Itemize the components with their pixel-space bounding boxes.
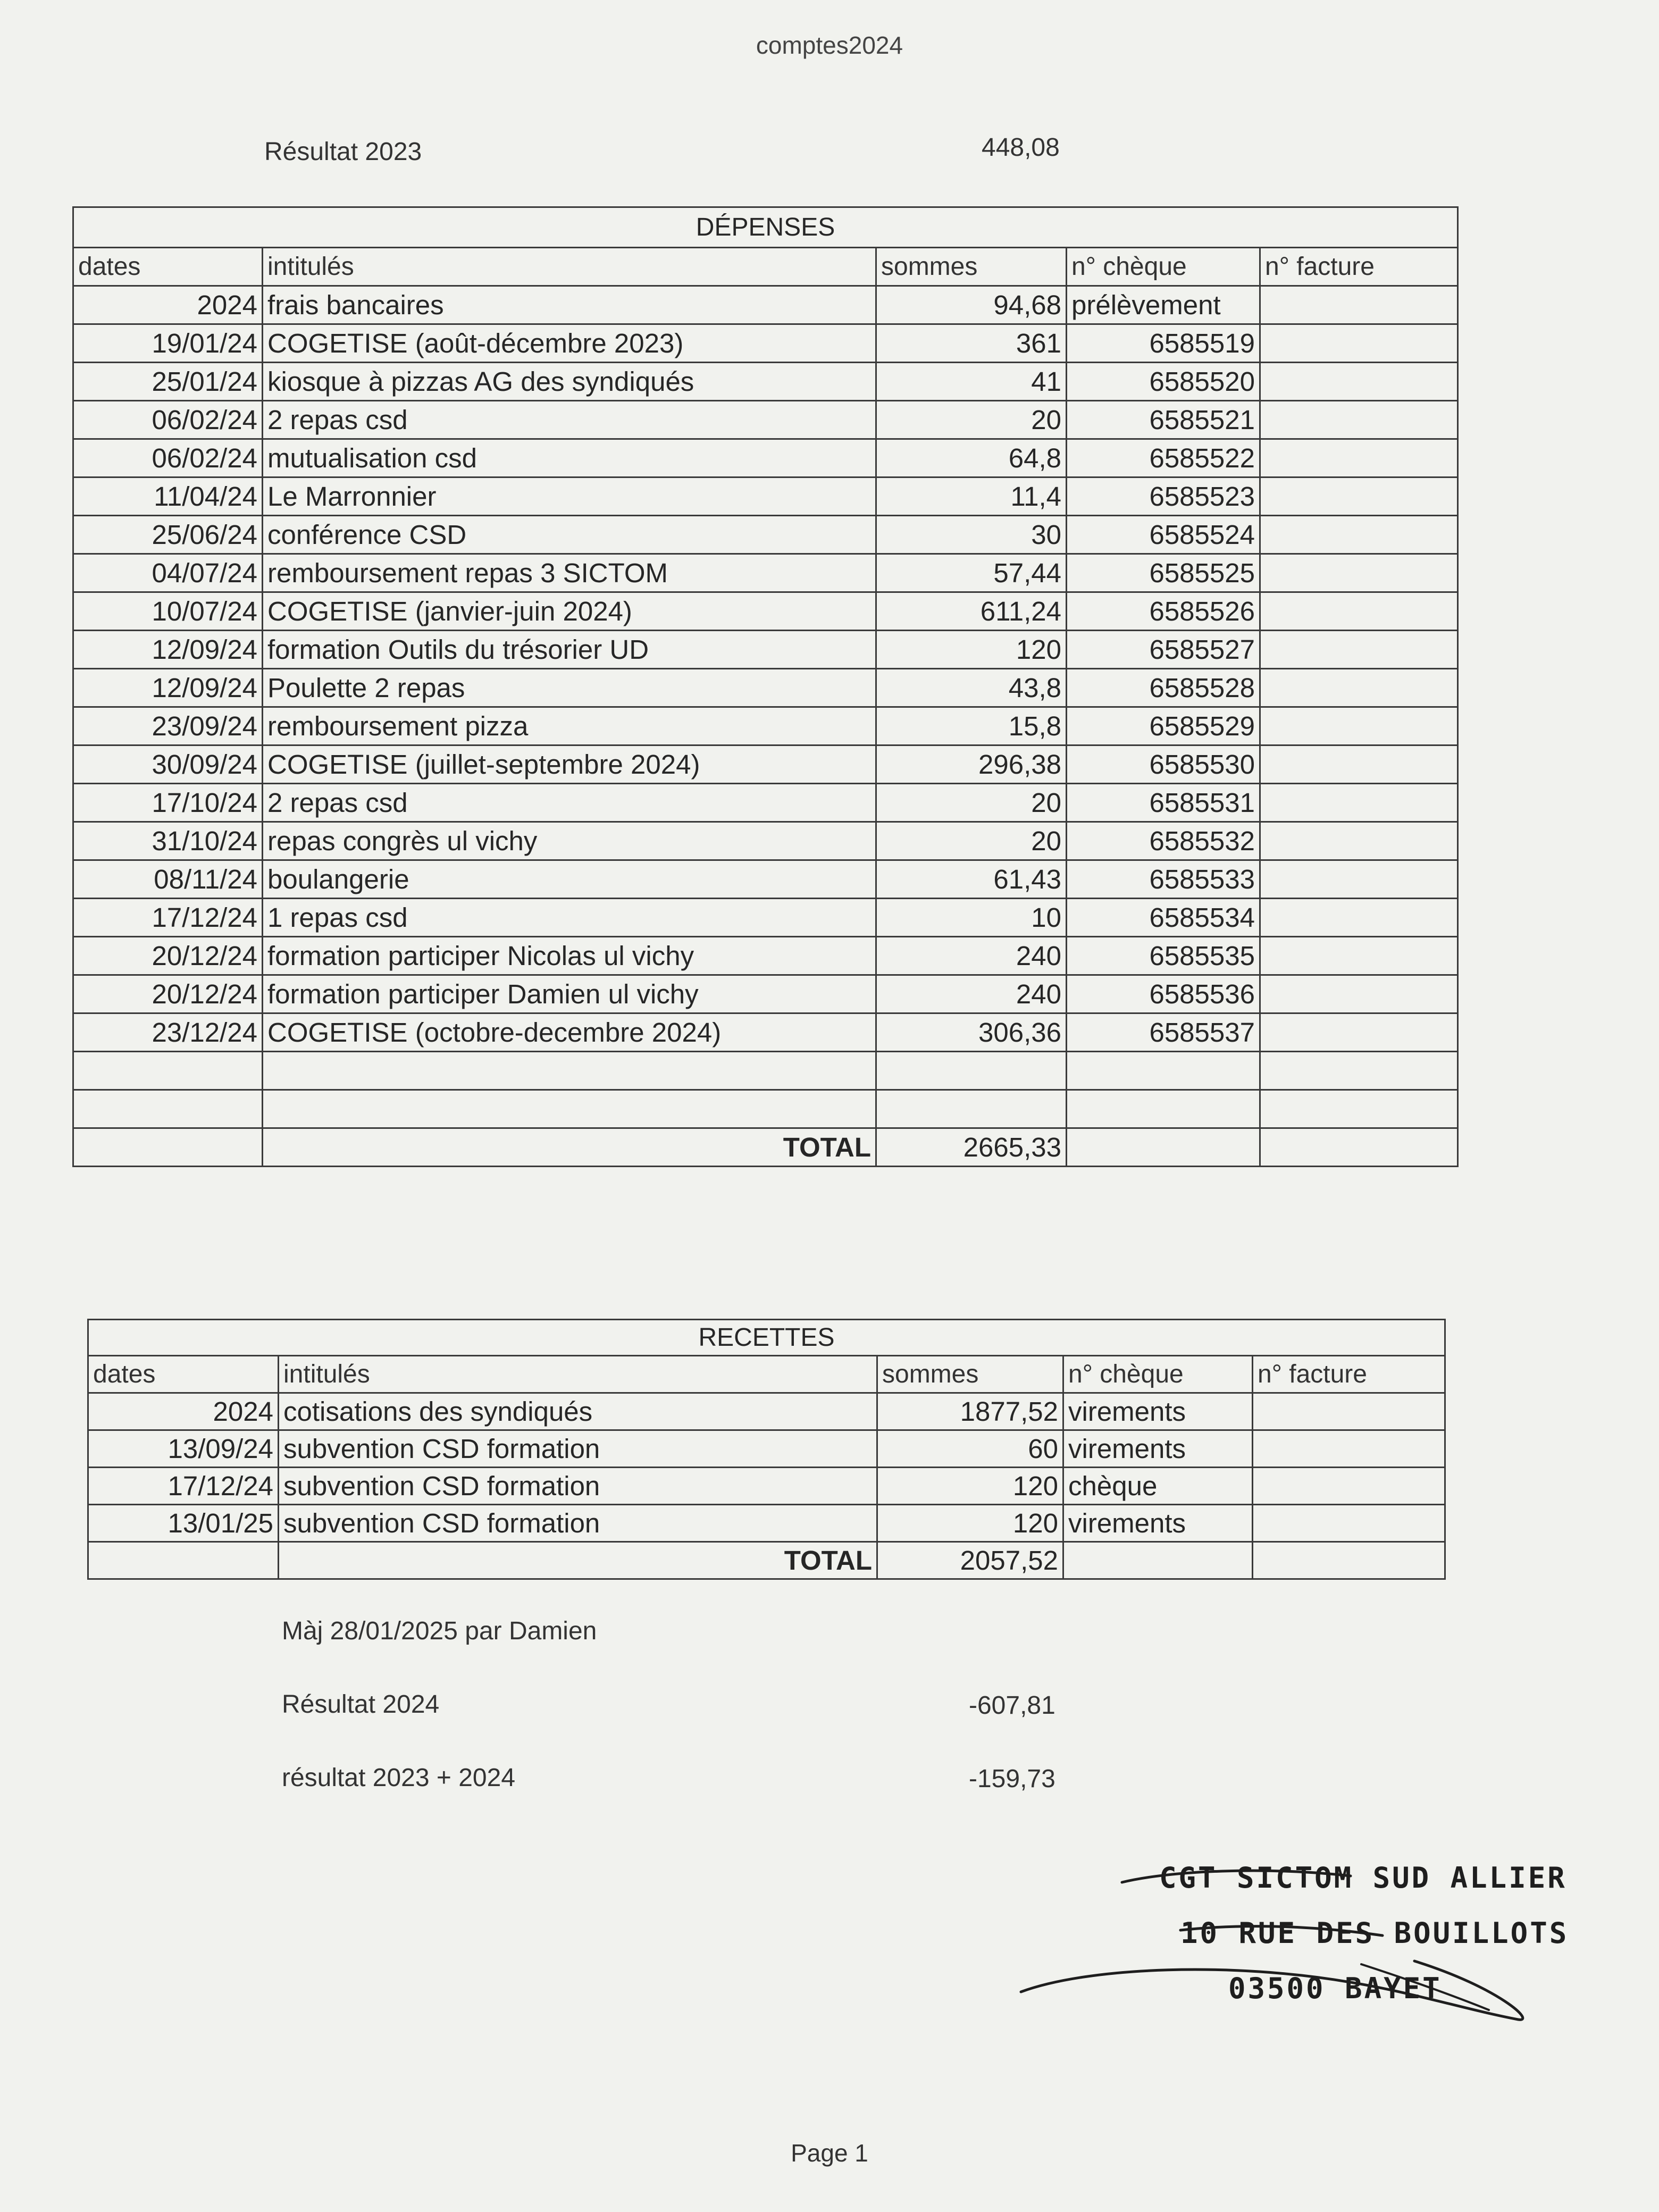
row-date: 25/06/24 xyxy=(73,516,263,554)
table-row xyxy=(73,477,1458,516)
row-amount: 361 xyxy=(876,324,1067,363)
row-label: subvention CSD formation xyxy=(279,1505,877,1542)
row-invoice xyxy=(1260,477,1458,516)
header-facture: n° facture xyxy=(1253,1356,1445,1393)
row-label: Le Marronnier xyxy=(263,477,876,516)
row-amount: 240 xyxy=(876,975,1067,1013)
row-invoice xyxy=(1260,784,1458,822)
stamp-line-1: CGT SICTOM SUD ALLIER xyxy=(1159,1861,1567,1895)
row-label: conférence CSD xyxy=(263,516,876,554)
row-date xyxy=(73,1090,263,1128)
total-empty-cell xyxy=(1063,1542,1253,1579)
row-cheque: 6585535 xyxy=(1067,937,1260,975)
row-invoice xyxy=(1260,669,1458,707)
row-label: mutualisation csd xyxy=(263,439,876,477)
row-cheque: 6585521 xyxy=(1067,401,1260,439)
row-cheque xyxy=(1067,1090,1260,1128)
row-amount: 60 xyxy=(877,1430,1063,1468)
stamp-line-3: 03500 BAYET xyxy=(1228,1972,1442,2005)
row-amount: 41 xyxy=(876,363,1067,401)
table-row xyxy=(73,1013,1458,1052)
table-row xyxy=(73,745,1458,784)
row-invoice xyxy=(1253,1468,1445,1505)
row-label: formation participer Damien ul vichy xyxy=(263,975,876,1013)
row-cheque: 6585526 xyxy=(1067,592,1260,631)
row-amount: 30 xyxy=(876,516,1067,554)
total-empty-cell xyxy=(1067,1128,1260,1167)
row-invoice xyxy=(1260,631,1458,669)
row-date xyxy=(73,1052,263,1090)
row-invoice xyxy=(1253,1505,1445,1542)
row-amount xyxy=(876,1052,1067,1090)
table-row xyxy=(73,707,1458,745)
row-cheque: 6585519 xyxy=(1067,324,1260,363)
union-stamp xyxy=(1010,1850,1569,2031)
header-dates: dates xyxy=(88,1356,279,1393)
page-number: Page 1 xyxy=(791,2139,868,2167)
row-amount: 64,8 xyxy=(876,439,1067,477)
total-row xyxy=(73,1128,1458,1167)
row-invoice xyxy=(1253,1430,1445,1468)
row-label: formation participer Nicolas ul vichy xyxy=(263,937,876,975)
row-invoice xyxy=(1260,937,1458,975)
row-amount: 61,43 xyxy=(876,860,1067,899)
row-date: 2024 xyxy=(88,1393,279,1430)
row-cheque: 6585520 xyxy=(1067,363,1260,401)
row-label: remboursement pizza xyxy=(263,707,876,745)
row-date: 11/04/24 xyxy=(73,477,263,516)
row-cheque: 6585524 xyxy=(1067,516,1260,554)
table-row xyxy=(73,937,1458,975)
row-date: 13/01/25 xyxy=(88,1505,279,1542)
row-label: COGETISE (août-décembre 2023) xyxy=(263,324,876,363)
total-empty-cell xyxy=(73,1128,263,1167)
row-label: remboursement repas 3 SICTOM xyxy=(263,554,876,592)
row-invoice xyxy=(1260,439,1458,477)
row-invoice xyxy=(1260,860,1458,899)
row-amount: 10 xyxy=(876,899,1067,937)
row-amount: 20 xyxy=(876,784,1067,822)
stamp-line-2: 10 RUE DES BOUILLOTS xyxy=(1180,1916,1569,1950)
row-date: 20/12/24 xyxy=(73,937,263,975)
row-cheque: 6585529 xyxy=(1067,707,1260,745)
row-date: 10/07/24 xyxy=(73,592,263,631)
row-date: 23/12/24 xyxy=(73,1013,263,1052)
table-row xyxy=(73,975,1458,1013)
row-date: 23/09/24 xyxy=(73,707,263,745)
row-date: 12/09/24 xyxy=(73,669,263,707)
table-row xyxy=(73,1052,1458,1090)
row-label: 1 repas csd xyxy=(263,899,876,937)
row-amount: 57,44 xyxy=(876,554,1067,592)
row-cheque: 6585531 xyxy=(1067,784,1260,822)
row-amount: 120 xyxy=(877,1505,1063,1542)
row-cheque: 6585525 xyxy=(1067,554,1260,592)
row-invoice xyxy=(1260,1090,1458,1128)
depenses-table xyxy=(72,206,1459,1167)
recettes-total-value: 2057,52 xyxy=(877,1542,1063,1579)
row-invoice xyxy=(1260,363,1458,401)
recettes-title: RECETTES xyxy=(88,1320,1445,1356)
table-row xyxy=(73,439,1458,477)
row-cheque: virements xyxy=(1063,1505,1253,1542)
table-row xyxy=(73,784,1458,822)
row-date: 17/10/24 xyxy=(73,784,263,822)
row-date: 06/02/24 xyxy=(73,401,263,439)
row-date: 08/11/24 xyxy=(73,860,263,899)
row-amount: 296,38 xyxy=(876,745,1067,784)
table-row xyxy=(73,363,1458,401)
table-row xyxy=(88,1468,1445,1505)
row-date: 20/12/24 xyxy=(73,975,263,1013)
row-cheque: 6585534 xyxy=(1067,899,1260,937)
row-cheque: 6585532 xyxy=(1067,822,1260,860)
table-row xyxy=(73,899,1458,937)
row-date: 04/07/24 xyxy=(73,554,263,592)
row-date: 17/12/24 xyxy=(73,899,263,937)
result-2023-value: 448,08 xyxy=(982,133,1060,162)
table-row xyxy=(88,1393,1445,1430)
row-cheque: prélèvement xyxy=(1067,286,1260,324)
total-empty-cell xyxy=(88,1542,279,1579)
depenses-title: DÉPENSES xyxy=(73,207,1458,248)
row-date: 13/09/24 xyxy=(88,1430,279,1468)
row-amount xyxy=(876,1090,1067,1128)
row-date: 19/01/24 xyxy=(73,324,263,363)
result-total-value: -159,73 xyxy=(969,1765,1055,1793)
row-amount: 20 xyxy=(876,401,1067,439)
row-label xyxy=(263,1052,876,1090)
table-row xyxy=(73,669,1458,707)
row-label: 2 repas csd xyxy=(263,401,876,439)
row-label: COGETISE (juillet-septembre 2024) xyxy=(263,745,876,784)
row-cheque: 6585537 xyxy=(1067,1013,1260,1052)
row-invoice xyxy=(1260,707,1458,745)
row-cheque xyxy=(1067,1052,1260,1090)
table-row xyxy=(73,822,1458,860)
row-cheque: 6585522 xyxy=(1067,439,1260,477)
total-empty-cell xyxy=(1260,1128,1458,1167)
row-amount: 1877,52 xyxy=(877,1393,1063,1430)
row-label: subvention CSD formation xyxy=(279,1430,877,1468)
result-total-label: résultat 2023 + 2024 xyxy=(282,1764,516,1792)
row-amount: 240 xyxy=(876,937,1067,975)
row-label: boulangerie xyxy=(263,860,876,899)
result-2023-label: Résultat 2023 xyxy=(264,138,422,166)
row-cheque: 6585527 xyxy=(1067,631,1260,669)
table-row xyxy=(88,1430,1445,1468)
row-label: COGETISE (janvier-juin 2024) xyxy=(263,592,876,631)
header-sommes: sommes xyxy=(877,1356,1063,1393)
table-row xyxy=(88,1505,1445,1542)
row-amount: 43,8 xyxy=(876,669,1067,707)
table-row xyxy=(73,401,1458,439)
recettes-total-label: TOTAL xyxy=(279,1542,877,1579)
row-invoice xyxy=(1260,745,1458,784)
row-cheque: 6585533 xyxy=(1067,860,1260,899)
row-date: 12/09/24 xyxy=(73,631,263,669)
row-date: 31/10/24 xyxy=(73,822,263,860)
row-amount: 611,24 xyxy=(876,592,1067,631)
row-date: 06/02/24 xyxy=(73,439,263,477)
row-cheque: 6585536 xyxy=(1067,975,1260,1013)
row-cheque: 6585523 xyxy=(1067,477,1260,516)
row-invoice xyxy=(1260,592,1458,631)
row-label xyxy=(263,1090,876,1128)
table-row xyxy=(73,324,1458,363)
row-invoice xyxy=(1260,286,1458,324)
row-date: 2024 xyxy=(73,286,263,324)
table-row xyxy=(73,286,1458,324)
row-label: frais bancaires xyxy=(263,286,876,324)
row-label: kiosque à pizzas AG des syndiqués xyxy=(263,363,876,401)
depenses-total-value: 2665,33 xyxy=(876,1128,1067,1167)
row-invoice xyxy=(1260,1013,1458,1052)
header-intitules: intitulés xyxy=(279,1356,877,1393)
total-empty-cell xyxy=(1253,1542,1445,1579)
result-2024-label: Résultat 2024 xyxy=(282,1690,440,1719)
row-invoice xyxy=(1260,822,1458,860)
row-invoice xyxy=(1260,324,1458,363)
table-row xyxy=(73,592,1458,631)
row-invoice xyxy=(1260,401,1458,439)
row-amount: 15,8 xyxy=(876,707,1067,745)
update-note: Màj 28/01/2025 par Damien xyxy=(282,1617,597,1645)
row-label: Poulette 2 repas xyxy=(263,669,876,707)
table-row xyxy=(73,516,1458,554)
row-invoice xyxy=(1253,1393,1445,1430)
row-amount: 20 xyxy=(876,822,1067,860)
row-date: 30/09/24 xyxy=(73,745,263,784)
header-sommes: sommes xyxy=(876,248,1067,286)
row-date: 25/01/24 xyxy=(73,363,263,401)
header-cheque: n° chèque xyxy=(1063,1356,1253,1393)
recettes-table xyxy=(87,1319,1446,1580)
table-row xyxy=(73,554,1458,592)
table-row xyxy=(73,860,1458,899)
row-label: repas congrès ul vichy xyxy=(263,822,876,860)
row-invoice xyxy=(1260,1052,1458,1090)
result-2024-value: -607,81 xyxy=(969,1691,1055,1720)
row-cheque: virements xyxy=(1063,1430,1253,1468)
row-date: 17/12/24 xyxy=(88,1468,279,1505)
row-invoice xyxy=(1260,899,1458,937)
row-amount: 306,36 xyxy=(876,1013,1067,1052)
depenses-total-label: TOTAL xyxy=(263,1128,876,1167)
header-dates: dates xyxy=(73,248,263,286)
row-label: formation Outils du trésorier UD xyxy=(263,631,876,669)
row-label: COGETISE (octobre-decembre 2024) xyxy=(263,1013,876,1052)
row-cheque: chèque xyxy=(1063,1468,1253,1505)
row-invoice xyxy=(1260,975,1458,1013)
document-title: comptes2024 xyxy=(756,31,903,59)
total-row xyxy=(88,1542,1445,1579)
row-amount: 120 xyxy=(876,631,1067,669)
row-label: cotisations des syndiqués xyxy=(279,1393,877,1430)
header-cheque: n° chèque xyxy=(1067,248,1260,286)
row-amount: 94,68 xyxy=(876,286,1067,324)
row-cheque: 6585528 xyxy=(1067,669,1260,707)
row-cheque: 6585530 xyxy=(1067,745,1260,784)
row-cheque: virements xyxy=(1063,1393,1253,1430)
table-row xyxy=(73,1090,1458,1128)
row-invoice xyxy=(1260,516,1458,554)
row-invoice xyxy=(1260,554,1458,592)
row-label: 2 repas csd xyxy=(263,784,876,822)
row-label: subvention CSD formation xyxy=(279,1468,877,1505)
row-amount: 120 xyxy=(877,1468,1063,1505)
header-intitules: intitulés xyxy=(263,248,876,286)
row-amount: 11,4 xyxy=(876,477,1067,516)
table-row xyxy=(73,631,1458,669)
signature-strokes xyxy=(1010,1850,1542,2031)
header-facture: n° facture xyxy=(1260,248,1458,286)
